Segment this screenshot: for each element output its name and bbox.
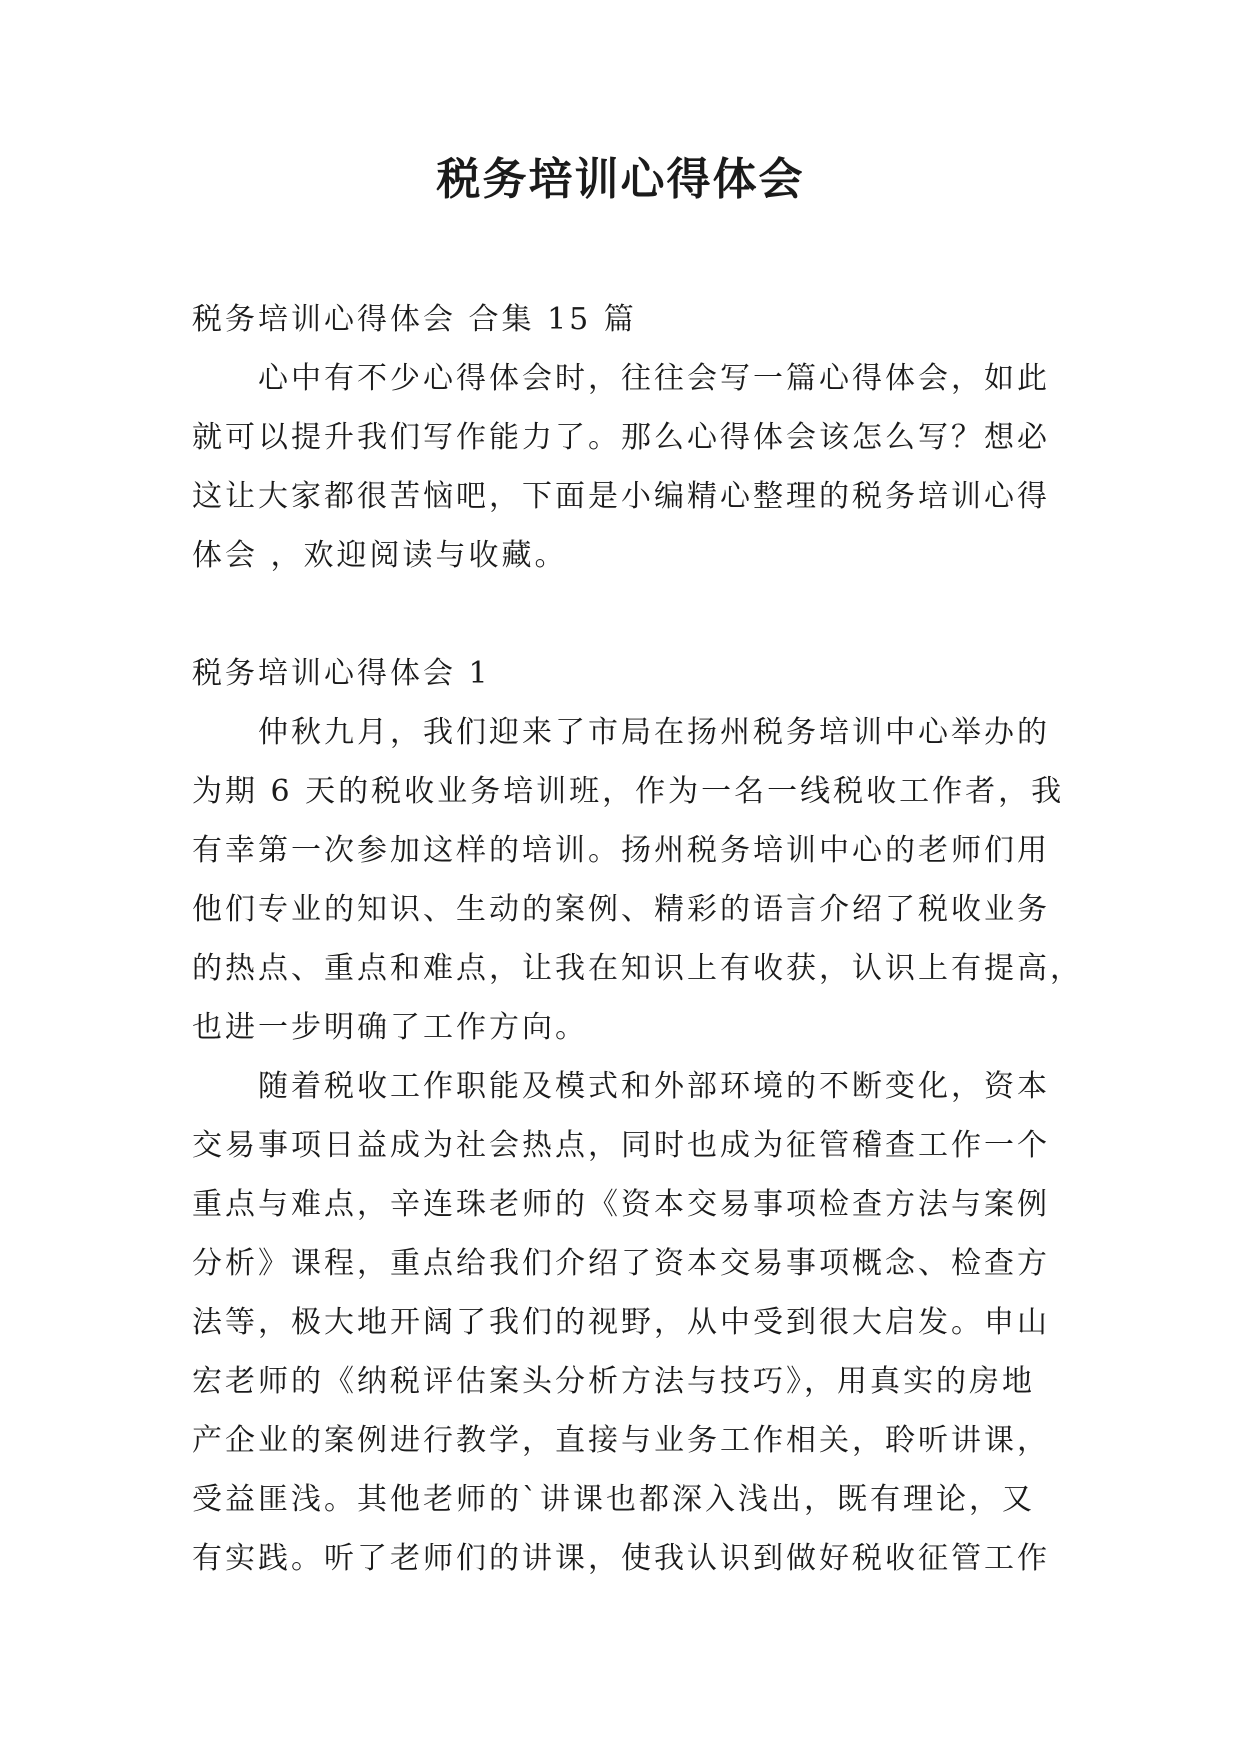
paragraph-line: 他们专业的知识、生动的案例、精彩的语言介绍了税收业务 [192,892,1050,927]
paragraph-line: 产企业的案例进行教学，直接与业务工作相关，聆听讲课， [192,1423,1050,1458]
section-heading: 税务培训心得体会 1 [192,656,491,691]
paragraph-line: 为期 6 天的税收业务培训班，作为一名一线税收工作者，我 [192,774,1065,809]
paragraph-line: 有幸第一次参加这样的培训。扬州税务培训中心的老师们用 [192,833,1050,868]
spacer [192,585,1052,644]
paragraph-line: 的热点、重点和难点，让我在知识上有收获，认识上有提高， [192,951,1083,986]
paragraph-line: 交易事项日益成为社会热点，同时也成为征管稽查工作一个 [192,1128,1050,1163]
intro-line: 就可以提升我们写作能力了。那么心得体会该怎么写？想必 [192,420,1050,455]
paragraph-line: 也进一步明确了工作方向。 [192,1010,588,1045]
paragraph-line: 受益匪浅。其他老师的`讲课也都深入浅出，既有理论，又 [192,1482,1035,1517]
paragraph-line: 分析》课程，重点给我们介绍了资本交易事项概念、检查方 [192,1246,1050,1281]
page-title: 税务培训心得体会 [436,154,805,205]
paragraph-line: 法等，极大地开阔了我们的视野，从中受到很大启发。申山 [192,1305,1050,1340]
subtitle: 税务培训心得体会 合集 15 篇 [192,302,637,337]
intro-line: 体会 ，欢迎阅读与收藏。 [192,538,568,573]
paragraph-line: 有实践。听了老师们的讲课，使我认识到做好税收征管工作 [192,1541,1050,1576]
paragraph-line: 随着税收工作职能及模式和外部环境的不断变化，资本 [258,1069,1050,1104]
paragraph-line: 重点与难点，辛连珠老师的《资本交易事项检查方法与案例 [192,1187,1050,1222]
intro-line: 这让大家都很苦恼吧，下面是小编精心整理的税务培训心得 [192,479,1050,514]
document-body [192,290,1083,1588]
intro-line: 心中有不少心得体会时，往往会写一篇心得体会，如此 [258,361,1050,396]
paragraph-line: 仲秋九月，我们迎来了市局在扬州税务培训中心举办的 [258,715,1050,750]
paragraph-line: 宏老师的《纳税评估案头分析方法与技巧》，用真实的房地 [192,1364,1035,1399]
